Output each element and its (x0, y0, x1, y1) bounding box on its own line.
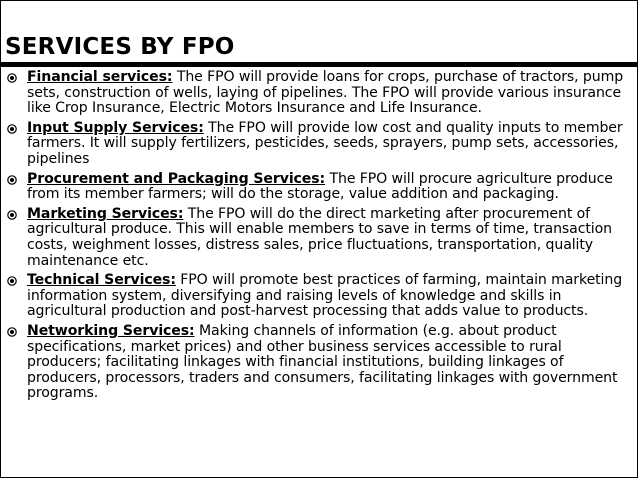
list-item-input-supply-services (1, 121, 631, 168)
item-text: The FPO will provide low cost and quality inputs to member farmers. It will supply fertilizers, pesticides, seeds, sprayers, pump sets, accessories, pipelines (27, 119, 623, 167)
target-bullet-icon (7, 175, 17, 185)
list-item-networking-services (1, 324, 631, 402)
title-underline-rule (1, 62, 637, 67)
item-text: The FPO will do the direct marketing after procurement of agricultural produce. This will enable members to save in terms of time, transaction costs, weighment losses, distress sales, price fluctuations, transportation, quality maintenance etc. (27, 205, 612, 269)
target-bullet-icon (7, 124, 17, 134)
item-term: Financial services: (27, 69, 173, 85)
target-bullet-icon (7, 276, 17, 286)
target-bullet-icon (7, 327, 17, 337)
item-term: Input Supply Services: (27, 119, 204, 136)
item-term: Technical Services: (27, 272, 176, 289)
target-bullet-icon (7, 210, 17, 220)
list-item-marketing-services (1, 207, 631, 269)
item-text: The FPO will procure agriculture produce from its member farmers; will do the storage, value addition and packaging. (27, 170, 613, 203)
item-text: Making channels of information (e.g. about product specifications, market prices) and other business services accessible to rural producers; facilitating linkages with financial institutions, building linkages of producers, processors, traders and consumers, facilitating linkages with government programs. (27, 322, 618, 402)
item-text: The FPO will provide loans for crops, purchase of tractors, pump sets, construction of wells, laying of pipelines. The FPO will provide various insurance like Crop Insurance, Electric Motors Insurance and Life Insurance. (27, 69, 624, 117)
item-text: FPO will promote best practices of farming, maintain marketing information system, diversifying and raising levels of knowledge and skills in agricultural production and post-harvest processing that adds value to products. (27, 272, 623, 320)
item-term: Marketing Services: (27, 205, 184, 222)
slide-title: SERVICES BY FPO (5, 34, 235, 60)
target-bullet-icon (7, 73, 17, 83)
list-item-technical-services (1, 273, 631, 320)
list-item-procurement-packaging-services (1, 172, 631, 203)
item-term: Networking Services: (27, 322, 195, 339)
services-list (1, 70, 631, 406)
list-item-financial-services (1, 70, 631, 117)
item-term: Procurement and Packaging Services: (27, 170, 326, 187)
